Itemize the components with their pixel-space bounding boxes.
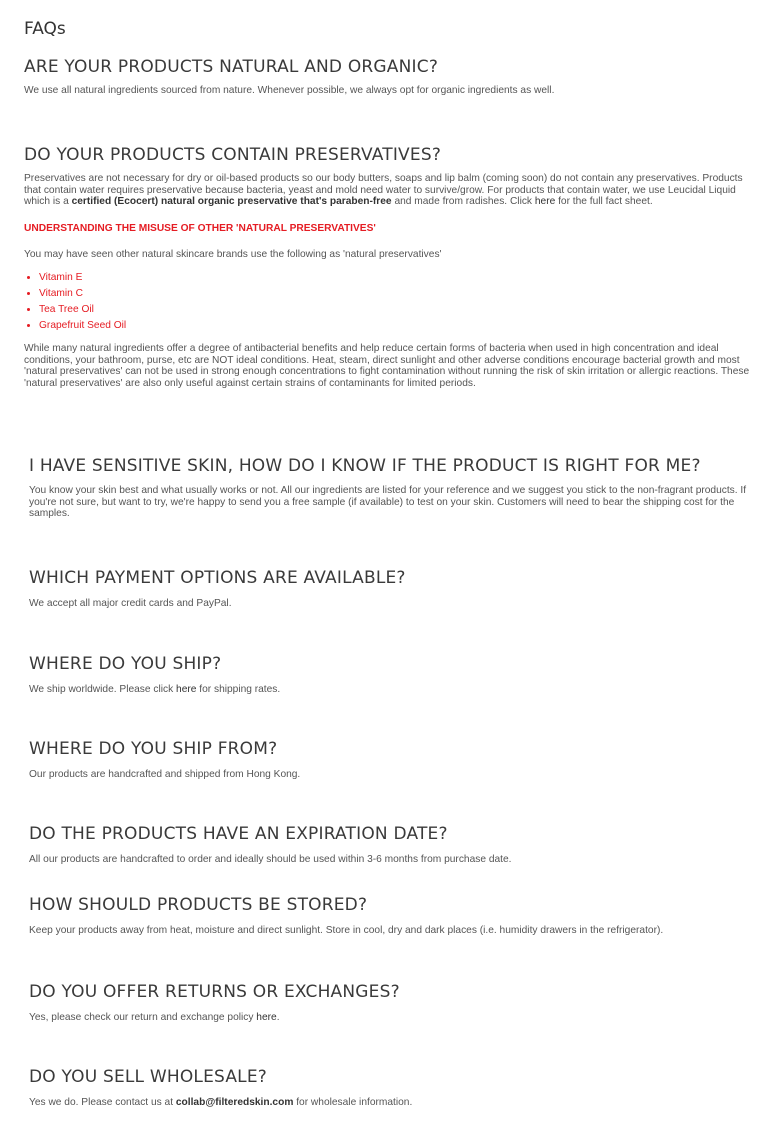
faq-wholesale [29, 1067, 759, 1109]
faq-stored-answer: Keep your products away from heat, moisture and direct sunlight. Store in cool, dry and dark places (i.e. humidity drawers in the refrigerator). [29, 925, 664, 936]
faq-natural [24, 57, 759, 97]
answer-text: We ship worldwide. Please click [29, 684, 177, 695]
misuse-heading: UNDERSTANDING THE MISUSE OF OTHER 'NATURAL PRESERVATIVES' [24, 222, 376, 234]
answer-text: for wholesale information. [293, 1097, 413, 1108]
shipping-rates-link[interactable]: here [176, 684, 197, 695]
faq-wholesale-question: DO YOU SELL WHOLESALE? [29, 1067, 267, 1087]
list-item: • Tea Tree Oil [39, 302, 759, 318]
return-policy-link[interactable]: here [256, 1012, 277, 1023]
answer-text: for the full fact sheet. [555, 196, 653, 207]
faq-preservatives [24, 145, 759, 389]
faq-returns-answer [29, 1012, 759, 1024]
list-item: • Vitamin C [39, 286, 759, 302]
fact-sheet-link[interactable]: here [534, 196, 556, 207]
misuse-body: While many natural ingredients offer a degree of antibacterial benefits and help reduce certain forms of bacteria when used in high concentration and ideal conditions, your bathroom, purse, etc are NOT ideal conditions. Heat, steam, direct sunlight and other adverse conditions encourage bacterial growth and most 'natural preservatives' can not be used in strong enough concentrations to fight contamination without running the risk of skin irritation or allergic reactions. These 'natural preservatives' are also only useful against certain strains of contaminants for limited periods. [24, 343, 750, 389]
wholesale-email-link[interactable]: collab@filteredskin.com [175, 1097, 294, 1108]
faq-preservatives-question: DO YOUR PRODUCTS CONTAIN PRESERVATIVES? [24, 145, 442, 165]
faq-returns [29, 982, 759, 1024]
faq-shipfrom-answer: Our products are handcrafted and shipped from Hong Kong. [29, 769, 301, 780]
answer-text: Yes, please check our return and exchange policy [29, 1012, 257, 1023]
faq-stored-question: HOW SHOULD PRODUCTS BE STORED? [29, 895, 368, 915]
misuse-list [24, 270, 759, 334]
faq-shipfrom-question: WHERE DO YOU SHIP FROM? [29, 739, 278, 759]
answer-text: Preservatives are not necessary for dry or oil-based products so our body butters, soaps and lip balm (coming soon) do not contain any preservatives. Products that contain water requires preservative because bacteria, yeast and mold need water to survive/grow. For products that contain water, we use Leucidal Liquid which is a [24, 173, 743, 207]
faq-payment-question: WHICH PAYMENT OPTIONS ARE AVAILABLE? [29, 568, 406, 588]
faq-expiration-question: DO THE PRODUCTS HAVE AN EXPIRATION DATE? [29, 824, 448, 844]
answer-text: and made from radishes. Click [391, 196, 535, 207]
faq-sensitive-answer: You know your skin best and what usually works or not. All our ingredients are listed for your reference and we suggest you stick to the non-fragrant products. If you're not sure, but want to try, we're happy to send you a free sample (if available) to test on your skin. Customers will need to bear the shipping cost for the samples. [29, 485, 747, 519]
answer-text: for shipping rates. [196, 684, 281, 695]
answer-text: . [276, 1012, 280, 1023]
faq-ship [29, 654, 759, 696]
faq-returns-question: DO YOU OFFER RETURNS OR EXCHANGES? [29, 982, 400, 1002]
answer-bold-text: certified (Ecocert) natural organic preservative that's paraben-free [71, 196, 392, 207]
faq-sensitive [29, 456, 759, 520]
faq-sensitive-question: I HAVE SENSITIVE SKIN, HOW DO I KNOW IF THE PRODUCT IS RIGHT FOR ME? [29, 456, 701, 476]
faq-payment-answer: We accept all major credit cards and PayPal. [29, 598, 232, 609]
faq-payment [29, 568, 759, 610]
faq-natural-question: ARE YOUR PRODUCTS NATURAL AND ORGANIC? [24, 57, 439, 77]
page-title: FAQs [24, 19, 66, 39]
faq-stored [29, 895, 759, 937]
faq-ship-question: WHERE DO YOU SHIP? [29, 654, 222, 674]
faq-wholesale-answer [29, 1097, 759, 1109]
faq-expiration [29, 824, 759, 866]
faq-expiration-answer: All our products are handcrafted to order and ideally should be used within 3-6 months from purchase date. [29, 854, 512, 865]
faq-preservatives-answer [24, 173, 759, 208]
list-item: • Grapefruit Seed Oil [39, 318, 759, 334]
answer-text: Yes we do. Please contact us at [29, 1097, 176, 1108]
faq-natural-answer: We use all natural ingredients sourced from nature. Whenever possible, we always opt for organic ingredients as well. [24, 85, 555, 96]
faq-shipfrom [29, 739, 759, 781]
list-item: • Vitamin E [39, 270, 759, 286]
faq-ship-answer [29, 684, 759, 696]
misuse-intro: You may have seen other natural skincare brands use the following as 'natural preservatives' [24, 248, 442, 260]
